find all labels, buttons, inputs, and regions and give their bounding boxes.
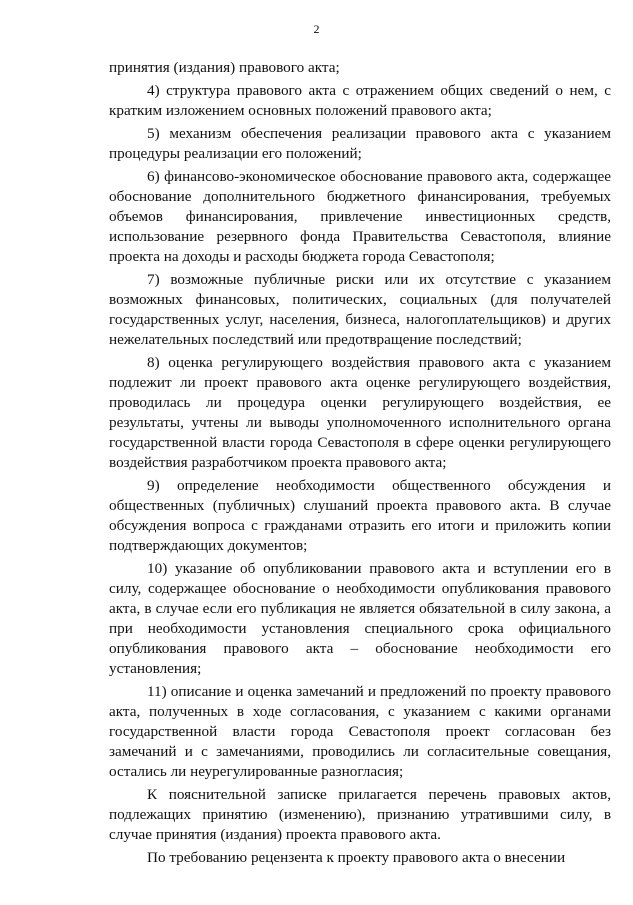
page-number: 2	[313, 22, 320, 36]
paragraph: 9) определение необходимости общественного обсуждения и общественных (публичных) слушаний проекта правового акта. В случае обсуждения вопроса с гражданами отразить его итоги и приложить копии подтверждающих документов;	[109, 477, 611, 554]
paragraph: 7) возможные публичные риски или их отсутствие с указанием возможных финансовых, политических, социальных (для получателей государственных услуг, населения, бизнеса, налогоплательщиков) и других нежелательных последствий или предотвращение последствий;	[109, 271, 611, 348]
paragraph: 10) указание об опубликовании правового акта и вступлении его в силу, содержащее обоснование о необходимости опубликования правового акта, в случае если его публикация не является обязательной в силу закона, а при необходимости установления специального срока официального опубликования правового акта – обоснование необходимости его установления;	[109, 560, 611, 677]
paragraph: 4) структура правового акта с отражением общих сведений о нем, с кратким изложением основных положений правового акта;	[109, 82, 611, 119]
paragraph: 8) оценка регулирующего воздействия правового акта с указанием подлежит ли проект правового акта оценке регулирующего воздействия, проводилась ли процедура оценки регулирующего воздействия, ее результаты, учтены ли выводы уполномоченного исполнительного органа государственной власти города Севастополя в сфере оценки регулирующего воздействия разработчиком проекта правового акта;	[109, 354, 611, 471]
paragraph: К пояснительной записке прилагается перечень правовых актов, подлежащих принятию (изменению), признанию утратившими силу, в случае принятия (издания) проекта правового акта.	[109, 786, 611, 843]
paragraph: 11) описание и оценка замечаний и предложений по проекту правового акта, полученных в ходе согласования, с указанием с какими органами государственной власти города Севастополя проект согласован без замечаний и с замечаниями, проводились ли согласительные совещания, остались ли неурегулированные разногласия;	[109, 683, 611, 780]
document-body	[109, 58, 611, 871]
paragraph: 5) механизм обеспечения реализации правового акта с указанием процедуры реализации его положений;	[109, 125, 611, 162]
paragraph: 6) финансово-экономическое обоснование правового акта, содержащее обоснование дополнительного бюджетного финансирования, требуемых объемов финансирования, привлечение инвестиционных средств, использование резервного фонда Правительства Севастополя, влияние проекта на доходы и расходы бюджета города Севастополя;	[109, 168, 611, 265]
paragraph: По требованию рецензента к проекту правового акта о внесении	[147, 849, 566, 866]
paragraph: принятия (издания) правового акта;	[109, 59, 340, 76]
